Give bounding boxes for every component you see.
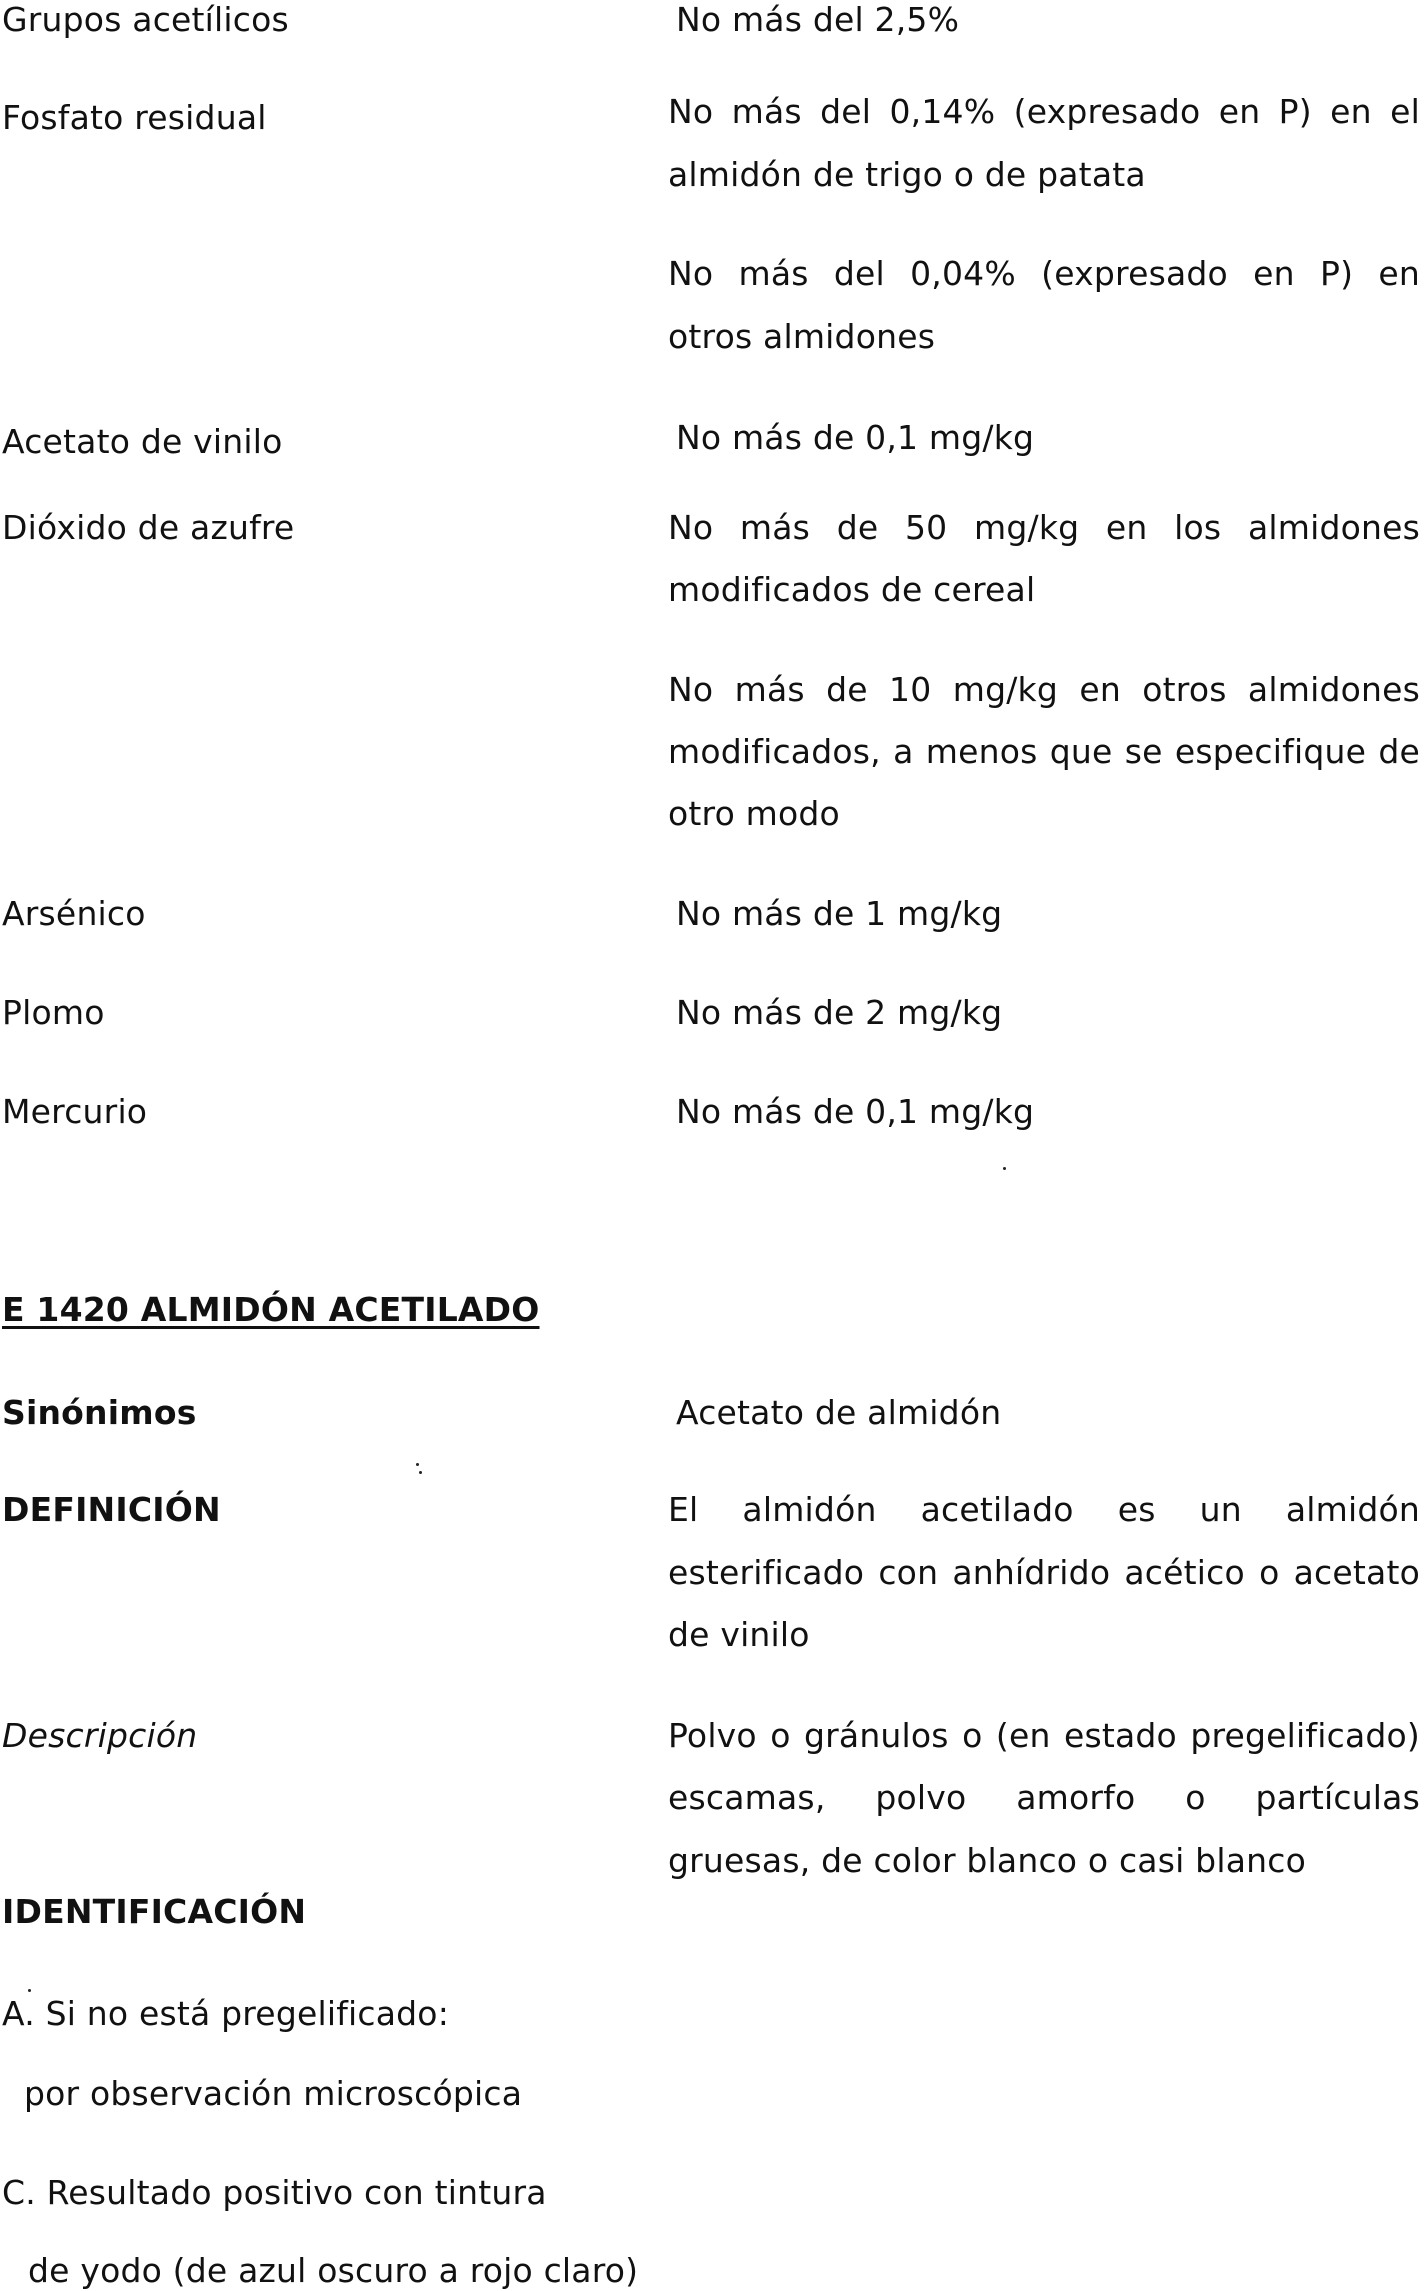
spec-value-dioxido-otros: No más de 10 mg/kg en otros almidones <box>668 670 1420 709</box>
spec-label-plomo: Plomo <box>2 993 105 1032</box>
spec-value-dioxido-otros-cont: modificados, a menos que se especifique de <box>668 732 1420 771</box>
synonyms-value: Acetato de almidón <box>676 1393 1002 1432</box>
ident-c-line-2: de yodo (de azul oscuro a rojo claro) <box>28 2251 639 2290</box>
spec-value-plomo: No más de 2 mg/kg <box>676 993 1003 1032</box>
description-line-3: gruesas, de color blanco o casi blanco <box>668 1841 1306 1880</box>
section-heading: E 1420 ALMIDÓN ACETILADO <box>2 1290 540 1329</box>
spec-value-arsenico: No más de 1 mg/kg <box>676 894 1003 933</box>
scan-speck <box>416 1463 419 1466</box>
spec-value-dioxido-otros-cont2: otro modo <box>668 794 840 833</box>
ident-a-line-2: por observación microscópica <box>24 2074 523 2113</box>
ident-a-line-1: A. Si no está pregelificado: <box>2 1994 450 2033</box>
spec-value-acetato-vinilo: No más de 0,1 mg/kg <box>676 418 1035 457</box>
definition-line-3: de vinilo <box>668 1615 810 1654</box>
spec-label-mercurio: Mercurio <box>2 1092 148 1131</box>
spec-label-grupos-acetilicos: Grupos acetílicos <box>2 0 289 39</box>
spec-label-dioxido-azufre: Dióxido de azufre <box>2 508 295 547</box>
synonyms-label: Sinónimos <box>2 1393 197 1432</box>
scan-speck <box>419 1471 422 1474</box>
spec-value-fosfato-otros: No más del 0,04% (expresado en P) en <box>668 254 1420 293</box>
definition-line-2: esterificado con anhídrido acético o acetato <box>668 1553 1420 1592</box>
description-label: Descripción <box>2 1716 198 1755</box>
spec-value-fosfato-otros-cont: otros almidones <box>668 317 936 356</box>
identification-label: IDENTIFICACIÓN <box>2 1892 307 1931</box>
scan-speck <box>1003 1167 1006 1170</box>
description-line-2: escamas, polvo amorfo o partículas <box>668 1778 1420 1817</box>
spec-value-grupos-acetilicos: No más del 2,5% <box>676 0 960 39</box>
spec-label-arsenico: Arsénico <box>2 894 146 933</box>
spec-label-fosfato-residual: Fosfato residual <box>2 98 267 137</box>
scan-speck <box>28 1989 31 1992</box>
definition-label: DEFINICIÓN <box>2 1490 221 1529</box>
spec-value-dioxido-azufre: No más de 50 mg/kg en los almidones <box>668 508 1420 547</box>
spec-value-mercurio: No más de 0,1 mg/kg <box>676 1092 1035 1131</box>
ident-c-line-1: C. Resultado positivo con tintura <box>2 2173 547 2212</box>
spec-value-dioxido-azufre-cont: modificados de cereal <box>668 570 1036 609</box>
spec-label-acetato-vinilo: Acetato de vinilo <box>2 422 283 461</box>
spec-value-fosfato-residual: No más del 0,14% (expresado en P) en el <box>668 92 1420 131</box>
description-line-1: Polvo o gránulos o (en estado pregelificado) <box>668 1716 1420 1755</box>
spec-value-fosfato-residual-cont: almidón de trigo o de patata <box>668 155 1146 194</box>
definition-line-1: El almidón acetilado es un almidón <box>668 1490 1420 1529</box>
